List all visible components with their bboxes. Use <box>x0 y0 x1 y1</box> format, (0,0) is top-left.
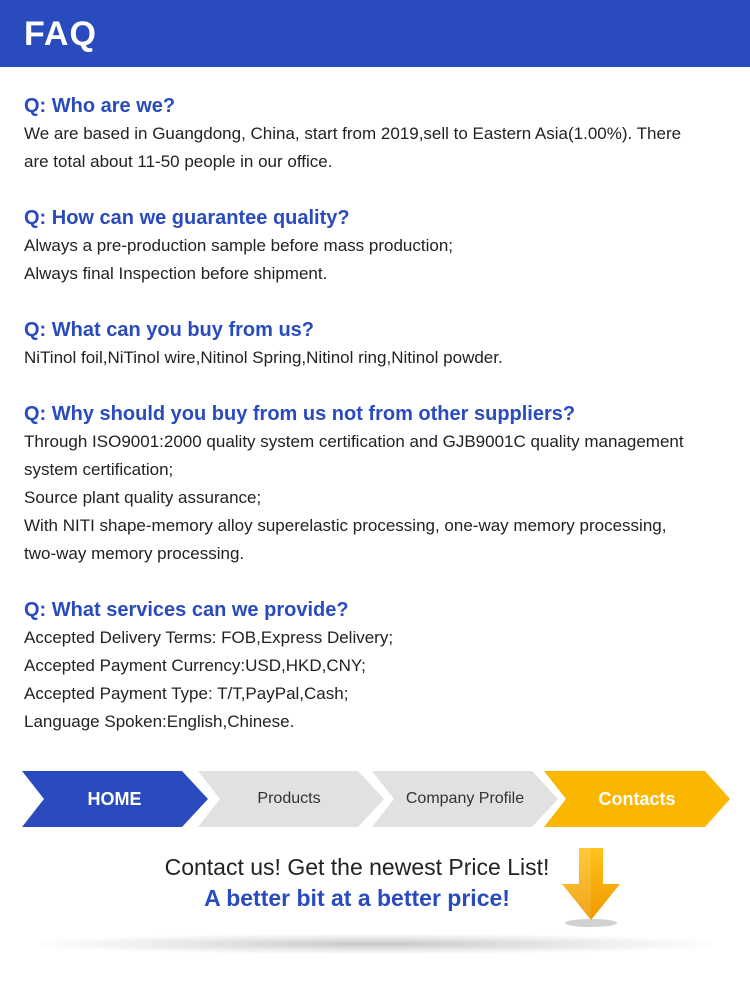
faq-header <box>0 0 750 67</box>
nav-company-profile[interactable]: Company Profile <box>405 790 525 807</box>
faq-list <box>24 92 729 764</box>
faq-answer-line: NiTinol foil,NiTinol wire,Nitinol Spring,Nitinol ring,Nitinol powder. <box>24 348 503 367</box>
faq-answer-line: Source plant quality assurance; <box>24 488 262 507</box>
faq-item-products <box>24 316 729 372</box>
faq-answer-line: With NITI shape-memory alloy superelastic processing, one-way memory processing, <box>24 516 667 535</box>
arrow-down-icon <box>560 848 622 928</box>
faq-question: Q: How can we guarantee quality? <box>24 207 350 229</box>
faq-answer-line: two-way memory processing. <box>24 544 245 563</box>
faq-answer-line: Through ISO9001:2000 quality system certification and GJB9001C quality management <box>24 432 684 451</box>
faq-answer-line: Accepted Payment Currency:USD,HKD,CNY; <box>24 656 366 675</box>
faq-item-quality <box>24 204 729 288</box>
contact-banner[interactable] <box>0 838 750 958</box>
faq-answer-line: We are based in Guangdong, China, start from 2019,sell to Eastern Asia(1.00%). There <box>24 124 682 143</box>
faq-answer-line: Language Spoken:English,Chinese. <box>24 712 295 731</box>
nav-products[interactable]: Products <box>257 790 321 807</box>
faq-question: Q: Why should you buy from us not from other suppliers? <box>24 403 576 425</box>
faq-question: Q: What services can we provide? <box>24 599 349 621</box>
faq-item-who <box>24 92 729 176</box>
faq-question: Q: What can you buy from us? <box>24 319 315 341</box>
faq-answer-line: Accepted Payment Type: T/T,PayPal,Cash; <box>24 684 349 703</box>
nav-home[interactable]: HOME <box>87 789 142 809</box>
page-title: FAQ <box>24 15 97 53</box>
nav-breadcrumb <box>22 771 730 827</box>
faq-answer-line: are total about 11-50 people in our office. <box>24 152 333 171</box>
faq-answer-line: system certification; <box>24 460 174 479</box>
nav-contacts[interactable]: Contacts <box>598 789 676 809</box>
cta-headline: Contact us! Get the newest Price List! <box>164 854 550 880</box>
faq-answer-line: Accepted Delivery Terms: FOB,Express Delivery; <box>24 628 394 647</box>
faq-item-services <box>24 596 729 736</box>
cta-tagline: A better bit at a better price! <box>204 885 510 911</box>
faq-answer-line: Always a pre-production sample before mass production; <box>24 236 453 255</box>
banner-shadow <box>40 934 710 954</box>
faq-answer-line: Always final Inspection before shipment. <box>24 264 328 283</box>
faq-question: Q: Who are we? <box>24 95 176 117</box>
faq-item-why-us <box>24 400 729 568</box>
